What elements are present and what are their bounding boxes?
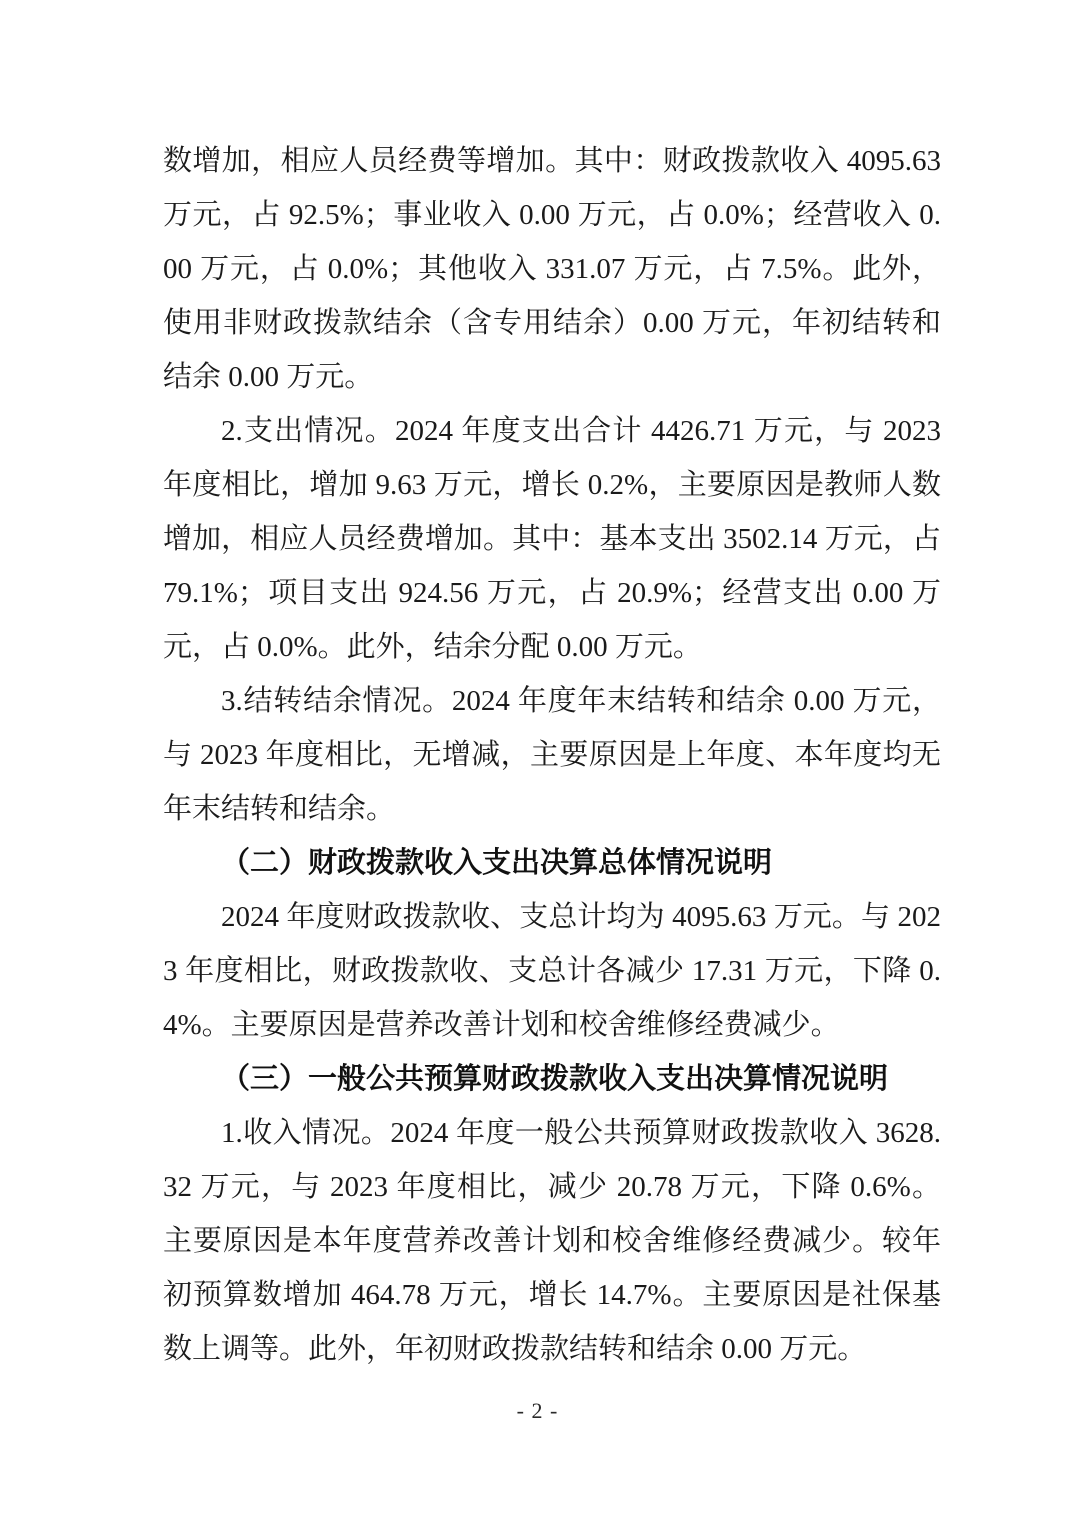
document-body xyxy=(163,134,941,1376)
paragraph: 3.结转结余情况。2024 年度年末结转和结余 0.00 万元，与 2023 年度相比，无增减，主要原因是上年度、本年度均无年末结转和结余。 xyxy=(163,685,941,825)
section-heading: （二）财政拨款收入支出决算总体情况说明 xyxy=(221,847,773,879)
paragraph: 2.支出情况。2024 年度支出合计 4426.71 万元，与 2023 年度相比，增加 9.63 万元，增长 0.2%，主要原因是教师人数增加，相应人员经费增加。其中：基本支出 3502.14 万元，占 79.1%；项目支出 924.56 万元，占 20.9%；经营支出 0.00 万元，占 0.0%。此外，结余分配 0.00 万元。 xyxy=(163,415,941,663)
section-heading: （三）一般公共预算财政拨款收入支出决算情况说明 xyxy=(221,1063,889,1095)
page-number: - 2 - xyxy=(516,1398,559,1423)
paragraph: 2024 年度财政拨款收、支总计均为 4095.63 万元。与 2023 年度相比，财政拨款收、支总计各减少 17.31 万元，下降 0.4%。主要原因是营养改善计划和校舍维修经费减少。 xyxy=(163,901,941,1041)
paragraph: 数增加，相应人员经费等增加。其中：财政拨款收入 4095.63 万元，占 92.5%；事业收入 0.00 万元，占 0.0%；经营收入 0.00 万元，占 0.0%；其他收入 331.07 万元，占 7.5%。此外，使用非财政拨款结余（含专用结余）0.00 万元，年初结转和结余 0.00 万元。 xyxy=(163,145,941,393)
paragraph: 1.收入情况。2024 年度一般公共预算财政拨款收入 3628.32 万元，与 2023 年度相比，减少 20.78 万元，下降 0.6%。主要原因是本年度营养改善计划和校舍维修经费减少。较年初预算数增加 464.78 万元，增长 14.7%。主要原因是社保基数上调等。此外，年初财政拨款结转和结余 0.00 万元。 xyxy=(163,1117,941,1365)
page-footer xyxy=(0,1398,1075,1424)
